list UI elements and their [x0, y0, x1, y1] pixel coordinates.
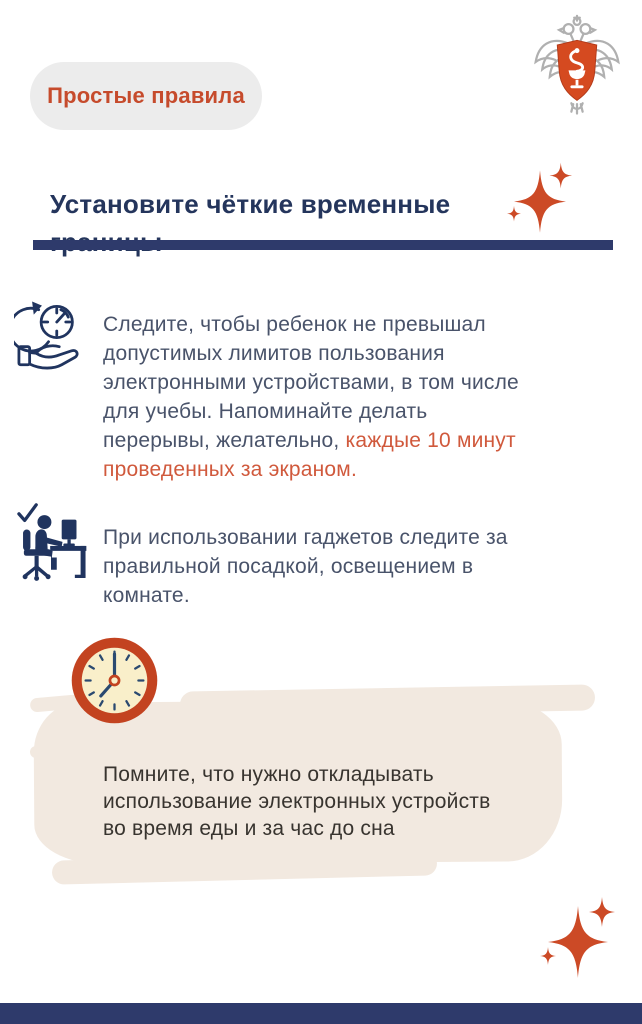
correct-posture-desk-icon	[14, 495, 88, 587]
minzdrav-eagle-emblem-icon	[530, 14, 624, 122]
time-in-hand-icon	[14, 292, 88, 380]
paragraph-time-limits-highlight: каждые 10 минут проведенных за экраном.	[103, 429, 516, 481]
badge-simple-rules	[30, 62, 262, 130]
paragraph-time-limits-main: Следите, чтобы ребенок не превышал допустимых лимитов пользования электронными устройствами, в том числе для учебы. Напоминайте делать перерывы, желательно,	[103, 313, 519, 452]
sparkle-stars-icon	[500, 160, 580, 238]
page-title	[50, 185, 490, 261]
title-divider-bar	[33, 240, 613, 250]
page-title-line1: Установите чёткие временные	[50, 189, 451, 220]
footer-bar	[0, 1003, 642, 1024]
paragraph-posture	[103, 523, 543, 610]
paragraph-time-limits	[103, 310, 539, 484]
brush-streak	[30, 746, 96, 758]
paragraph-posture-main: При использовании гаджетов следите за правильной посадкой, освещением в комнате.	[103, 526, 508, 607]
sparkle-stars-icon	[536, 894, 620, 984]
clock-icon	[69, 635, 160, 726]
badge-label: Простые правила	[47, 83, 245, 108]
note-text: Помните, что нужно откладывать использование электронных устройств во время еды и за час до сна	[103, 763, 491, 840]
